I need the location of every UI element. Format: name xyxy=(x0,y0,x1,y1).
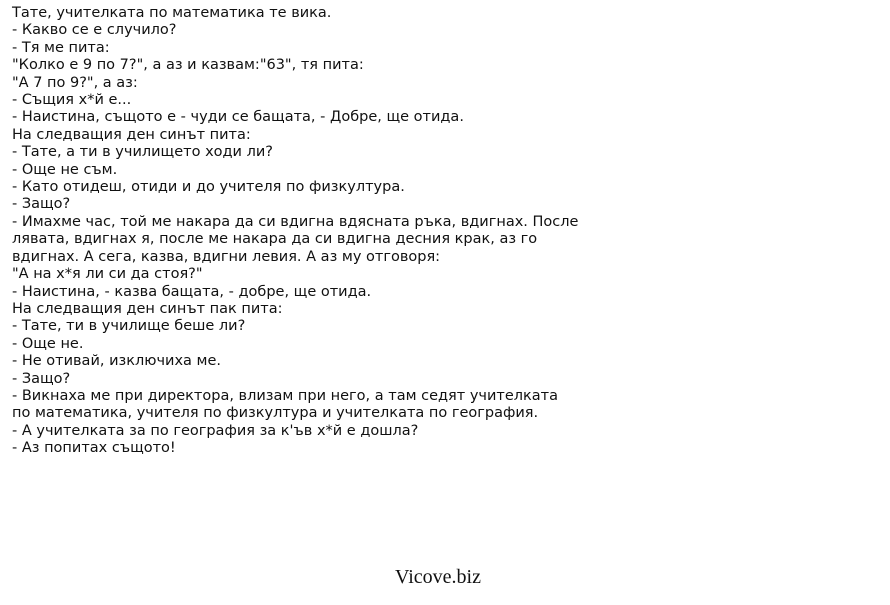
joke-line: - Аз попитах същото! xyxy=(12,440,176,457)
joke-line: - Тя ме пита: xyxy=(12,39,110,56)
joke-line: - Наистина, - казва бащата, - добре, ще отида. xyxy=(12,283,372,300)
joke-line: - Викнаха ме при директора, влизам при него, а там седят учителката xyxy=(12,387,559,404)
joke-line: "А 7 по 9?", а аз: xyxy=(12,74,138,91)
joke-line: "А на х*я ли си да стоя?" xyxy=(12,266,203,283)
joke-line: - Същия х*й е... xyxy=(12,92,132,109)
joke-line: На следващия ден синът пита: xyxy=(12,126,251,143)
joke-line: - Още не съм. xyxy=(12,161,118,178)
joke-line: - Още не. xyxy=(12,335,84,352)
joke-line: - Защо? xyxy=(12,196,71,213)
joke-line: - А учителката за по география за к'ъв х*й е дошла? xyxy=(12,422,419,439)
joke-line: - Наистина, същото е - чуди се бащата, - Добре, ще отида. xyxy=(12,109,464,126)
joke-line: - Какво се е случило? xyxy=(12,22,177,39)
joke-line: - Като отидеш, отиди и до учителя по физкултура. xyxy=(12,179,405,196)
joke-line: - Тате, ти в училище беше ли? xyxy=(12,318,246,335)
joke-line: - Тате, а ти в училището ходи ли? xyxy=(12,144,273,161)
joke-text xyxy=(12,5,882,458)
joke-line: На следващия ден синът пак пита: xyxy=(12,300,283,317)
joke-line: лявата, вдигнах я, после ме накара да си вдигна десния крак, аз го xyxy=(12,231,538,248)
joke-line: Тате, учителката по математика те вика. xyxy=(12,5,332,21)
joke-line: вдигнах. А сега, казва, вдигни левия. А аз му отговоря: xyxy=(12,248,441,265)
site-watermark: Vicove.biz xyxy=(395,566,481,588)
joke-line: - Имахме час, той ме накара да си вдигна вдясната ръка, вдигнах. После xyxy=(12,213,579,230)
joke-line: - Защо? xyxy=(12,370,71,387)
joke-line: - Не отивай, изключиха ме. xyxy=(12,353,221,370)
joke-line: по математика, учителя по физкултура и учителката по география. xyxy=(12,405,539,422)
joke-line: "Колко е 9 по 7?", а аз и казвам:"63", тя пита: xyxy=(12,57,364,74)
